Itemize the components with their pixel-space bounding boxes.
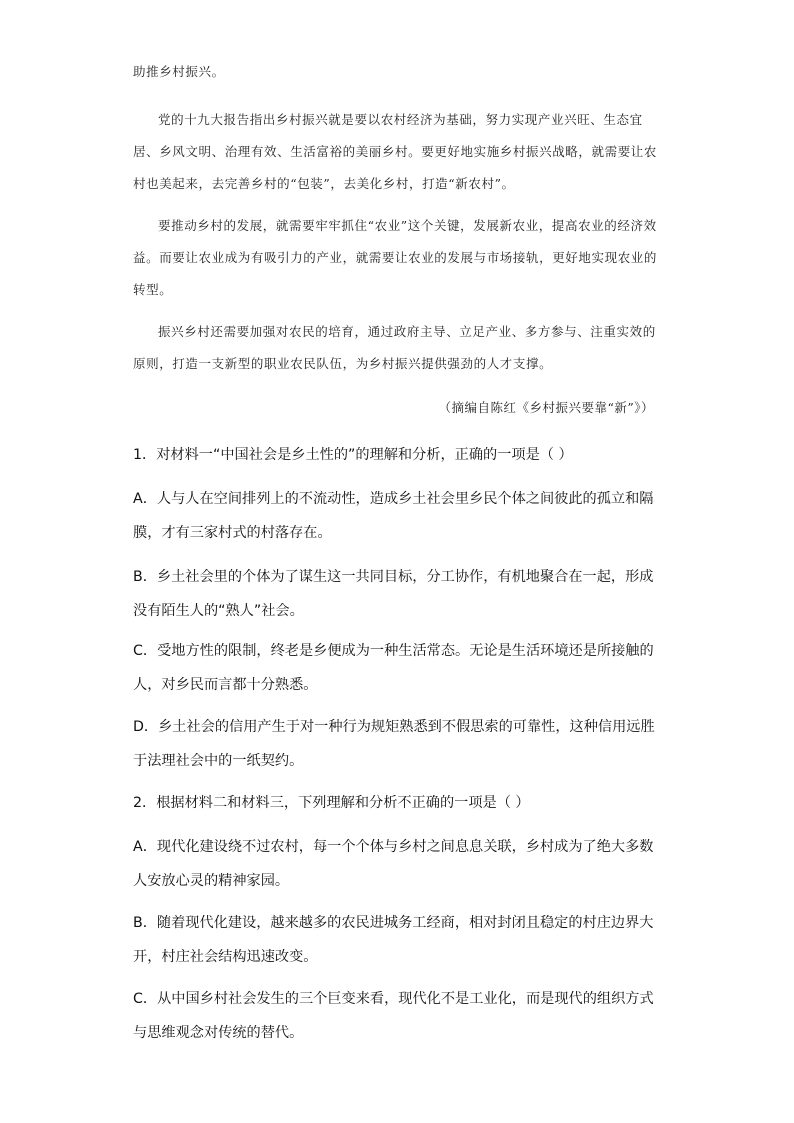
question-1-option-b: B．乡土社会里的个体为了谋生这一共同目标，分工协作，有机地聚合在一起，形成没有陌生人的“熟人”社会。 [133,569,654,619]
passage-paragraph-2: 要推动乡村的发展，就需要牢牢抓住“农业”这个关键，发展新农业，提高农业的经济效益。而要让农业成为有吸引力的产业，就需要让农业的发展与市场接轨，更好地实现农业的转型。 [133,218,658,297]
passage-paragraph-3: 振兴乡村还需要加强对农民的培育，通过政府主导、立足产业、多方参与、注重实效的原则，打造一支新型的职业农民队伍，为乡村振兴提供强劲的人才支撑。 [133,324,656,371]
question-1-option-d: D．乡土社会的信用产生于对一种行为规矩熟悉到不假思索的可靠性，这种信用远胜于法理社会中的一纸契约。 [133,719,655,769]
question-1-stem: 1．对材料一“中国社会是乡土性的”的理解和分析，正确的一项是（ ） [133,447,573,463]
question-2-option-a: A．现代化建设绕不过农村，每一个个体与乡村之间息息关联，乡村成为了绝大多数人安放心灵的精神家园。 [133,839,654,889]
passage-paragraph-1: 党的十九大报告指出乡村振兴就是要以农村经济为基础，努力实现产业兴旺、生态宜居、乡风文明、治理有效、生活富裕的美丽乡村。要更好地实施乡村振兴战略，就需要让农村也美起来，去完善乡村的“包装”，去美化乡村，打造“新农村”。 [133,112,658,191]
passage-paragraph-0: 助推乡村振兴。 [133,64,225,79]
passage-source: （摘编自陈红《乡村振兴要靠“新”》） [438,400,654,415]
question-2-stem: 2．根据材料二和材料三，下列理解和分析不正确的一项是（ ） [133,795,530,811]
question-1-option-c: C．受地方性的限制，终老是乡便成为一种生活常态。无论是生活环境还是所接触的人，对乡民而言都十分熟悉。 [133,643,654,693]
question-2-option-b: B．随着现代化建设，越来越多的农民进城务工经商，相对封闭且稳定的村庄边界大开，村庄社会结构迅速改变。 [133,915,654,965]
question-1-option-a: A．人与人在空间排列上的不流动性，造成乡土社会里乡民个体之间彼此的孤立和隔膜，才有三家村式的村落存在。 [133,491,654,541]
question-2-option-c: C．从中国乡村社会发生的三个巨变来看，现代化不是工业化，而是现代的组织方式与思维观念对传统的替代。 [133,991,654,1041]
